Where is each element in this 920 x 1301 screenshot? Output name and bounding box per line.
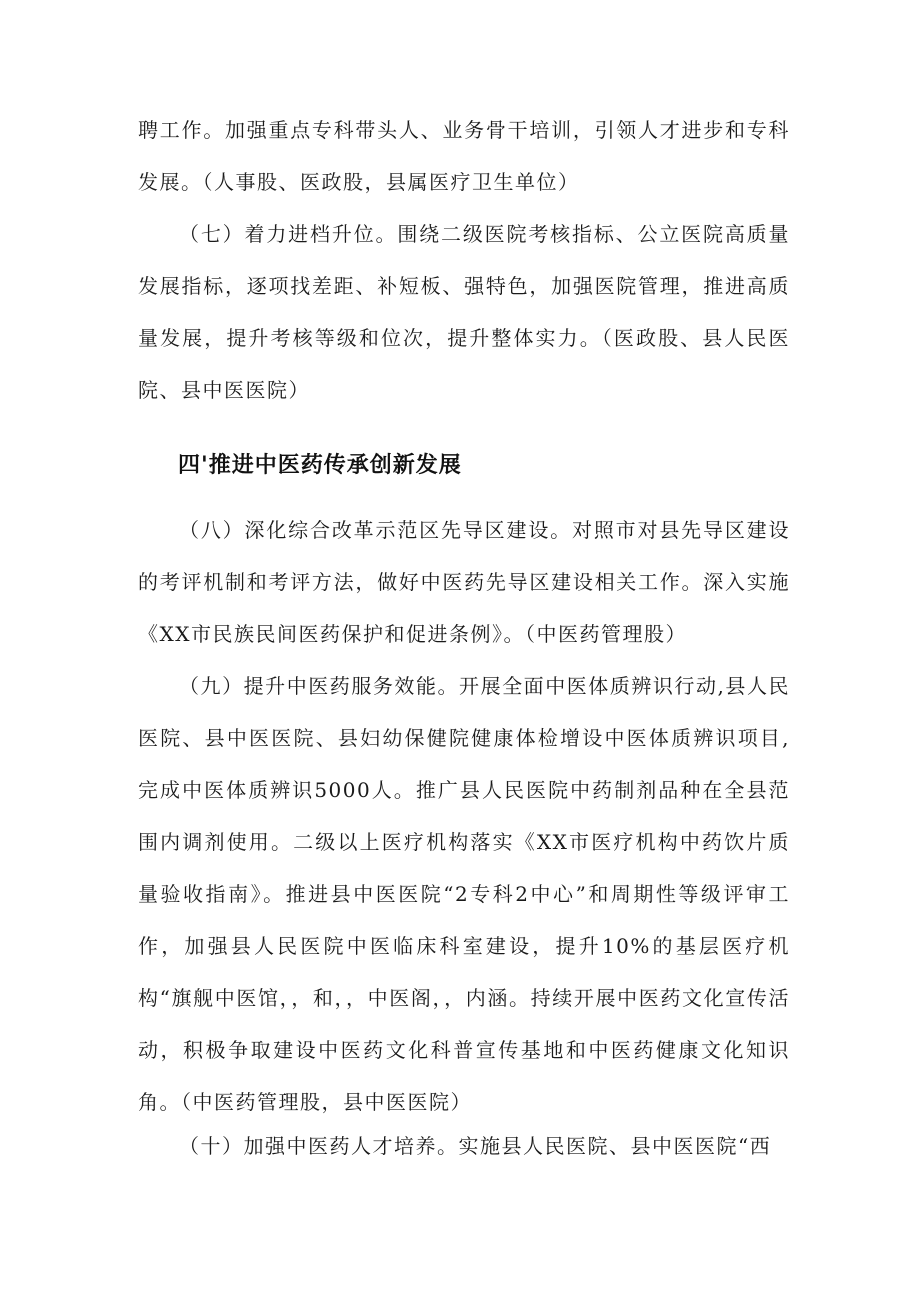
paragraph-item-8: （八）深化综合改革示范区先导区建设。对照市对县先导区建设的考评机制和考评方法，做好中医药先导区建设相关工作。深入实施《XX市民族民间医药保护和促进条例》。（中医药管理股） [138, 518, 790, 646]
paragraph-item-9: （九）提升中医药服务效能。开展全面中医体质辨识行动,县人民医院、县中医医院、县妇幼保健院健康体检增设中医体质辨识项目,完成中医体质辨识5000人。推广县人民医院中药制剂品种在全县范围内调剂使用。二级以上医疗机构落实《XX市医疗机构中药饮片质量验收指南》。推进县中医医院“2专科2中心”和周期性等级评审工作，加强县人民医院中医临床科室建设，提升10%的基层医疗机构“旗舰中医馆，，和，，中医阁，，内涵。持续开展中医药文化宣传活动，积极争取建设中医药文化科普宣传基地和中医药健康文化知识角。（中医药管理股，县中医医院） [138, 674, 790, 1114]
paragraph-continuation: 聘工作。加强重点专科带头人、业务骨干培训，引领人才进步和专科发展。（人事股、医政股，县属医疗卫生单位） [138, 118, 790, 194]
paragraph-item-10: （十）加强中医药人才培养。实施县人民医院、县中医医院“西 [179, 1134, 772, 1158]
section-heading-4: 四'推进中医药传承创新发展 [178, 453, 462, 478]
paragraph-item-7: （七）着力进档升位。围绕二级医院考核指标、公立医院高质量发展指标，逐项找差距、补短板、强特色，加强医院管理，推进高质量发展，提升考核等级和位次，提升整体实力。（医政股、县人民医院、县中医医院） [138, 222, 790, 402]
